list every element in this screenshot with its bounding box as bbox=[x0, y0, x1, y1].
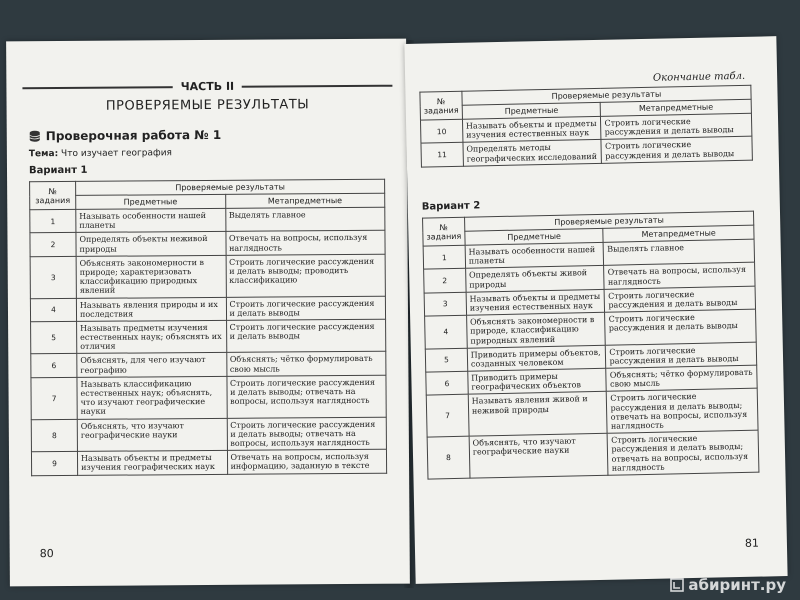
page-number-left: 80 bbox=[39, 547, 54, 561]
meta-result: Строить логические рассуждения и делать выводы; отвечать на вопросы, используя наглядность bbox=[227, 417, 387, 451]
header-meta: Метапредметные bbox=[225, 193, 385, 208]
subject-result: Объяснять, что изучают географические науки bbox=[469, 433, 609, 478]
watermark bbox=[670, 576, 786, 594]
table-row bbox=[31, 417, 386, 452]
task-number: 7 bbox=[31, 377, 77, 419]
task-number: 2 bbox=[30, 233, 76, 257]
subject-result: Называть объекты и предметы изучения естественных наук bbox=[466, 289, 605, 315]
header-subject: Предметные bbox=[462, 102, 601, 119]
meta-result: Объяснять; чётко формулировать свою мысль bbox=[226, 352, 386, 376]
variant-1-continued-table bbox=[419, 85, 753, 168]
header-num: № задания bbox=[420, 91, 462, 120]
subject-result: Определять объекты неживой природы bbox=[76, 232, 226, 256]
header-num: № задания bbox=[30, 181, 76, 209]
variant-1-rows bbox=[30, 207, 387, 475]
work-title bbox=[29, 128, 222, 143]
labirint-logo-icon bbox=[670, 578, 684, 592]
variant-2-label: Вариант 2 bbox=[421, 200, 481, 213]
topic-value: Что изучает география bbox=[61, 148, 172, 160]
table-row bbox=[427, 430, 759, 479]
part-title: ПРОВЕРЯЕМЫЕ РЕЗУЛЬТАТЫ bbox=[105, 97, 310, 114]
meta-result: Строить логические рассуждения и делать выводы; отвечать на вопросы, используя наглядность bbox=[607, 389, 758, 434]
task-number: 4 bbox=[30, 298, 76, 322]
meta-result: Выделять главное bbox=[225, 207, 385, 231]
subject-result: Определять методы географических исследований bbox=[463, 140, 602, 166]
subject-result: Называть предметы изучения естественных наук; объяснять их отличия bbox=[77, 320, 227, 354]
table-row bbox=[31, 375, 386, 419]
meta-result: Выделять главное bbox=[604, 239, 755, 266]
table-row bbox=[30, 254, 385, 298]
work-title-text: Проверочная работа № 1 bbox=[45, 127, 222, 144]
meta-result: Объяснять; чётко формулировать свою мысль bbox=[606, 365, 757, 392]
meta-result: Строить логические рассуждения и делать выводы; отвечать на вопросы, используя наглядность bbox=[226, 375, 386, 418]
task-number: 5 bbox=[425, 348, 467, 372]
table-row bbox=[30, 207, 385, 233]
meta-result: Строить логические рассуждения и делать выводы bbox=[226, 319, 386, 353]
topic-label: Тема: bbox=[28, 149, 59, 160]
meta-result: Строить логические рассуждения и делать выводы bbox=[605, 309, 756, 345]
meta-result: Строить логические рассуждения и делать выводы; проводить классификацию bbox=[226, 254, 386, 297]
task-number: 7 bbox=[426, 395, 469, 438]
task-number: 1 bbox=[423, 245, 465, 269]
task-number: 6 bbox=[426, 371, 468, 395]
task-number: 3 bbox=[30, 256, 76, 298]
table-row bbox=[31, 319, 386, 354]
subject-result: Называть особенности нашей планеты bbox=[76, 208, 226, 232]
subject-result: Называть классификацию естественных наук; объяснять, что изучают географические науки bbox=[77, 376, 227, 419]
table-row bbox=[30, 231, 385, 257]
meta-result: Строить логические рассуждения и делать выводы bbox=[601, 137, 752, 164]
subject-result: Объяснять, что изучают географические науки bbox=[77, 418, 227, 452]
subject-result: Называть объекты и предметы изучения географических наук bbox=[77, 450, 227, 474]
task-number: 1 bbox=[30, 209, 76, 233]
meta-result: Строить логические рассуждения и делать выводы; отвечать на вопросы, используя наглядность bbox=[608, 430, 759, 475]
subject-result: Приводить примеры объектов, созданных человеком bbox=[467, 345, 606, 371]
task-number: 6 bbox=[31, 354, 77, 378]
part-divider bbox=[22, 79, 392, 94]
meta-result: Строить логические рассуждения и делать выводы bbox=[605, 286, 756, 313]
subject-result: Объяснять закономерности в природе; характеризовать классификацию природных явлений bbox=[76, 255, 226, 298]
task-number: 8 bbox=[31, 419, 77, 452]
table-row bbox=[31, 352, 386, 378]
header-meta: Метапредметные bbox=[601, 99, 752, 116]
subject-result: Называть особенности нашей планеты bbox=[465, 242, 604, 268]
subject-result: Объяснять, для чего изучают географию bbox=[77, 353, 227, 377]
part-header bbox=[22, 77, 392, 115]
topic-line bbox=[29, 148, 172, 159]
task-number: 3 bbox=[424, 292, 466, 316]
header-num: № задания bbox=[423, 217, 465, 246]
meta-result: Строить логические рассуждения и делать выводы bbox=[601, 113, 752, 140]
header-results: Проверяемые результаты bbox=[76, 179, 385, 195]
page-number-right: 81 bbox=[744, 536, 760, 550]
table-row bbox=[30, 296, 385, 322]
watermark-text: абиринт.ру bbox=[688, 576, 786, 594]
subject-result: Называть объекты и предметы изучения естественных наук bbox=[462, 116, 601, 142]
variant-2-table bbox=[422, 211, 759, 480]
subject-result: Определять объекты живой природы bbox=[465, 266, 604, 292]
task-number: 10 bbox=[420, 119, 462, 143]
task-number: 9 bbox=[31, 452, 77, 476]
meta-result: Отвечать на вопросы, используя наглядность bbox=[225, 231, 385, 255]
header-meta: Метапредметные bbox=[603, 225, 754, 242]
subject-result: Называть явления природы и их последствия bbox=[76, 297, 226, 321]
header-subject: Предметные bbox=[76, 194, 226, 209]
subject-result: Объяснять закономерности в природе, классификацию природных явлений bbox=[466, 312, 605, 347]
header-results: Проверяемые результаты bbox=[462, 85, 751, 105]
part-label: ЧАСТЬ II bbox=[173, 80, 242, 93]
subject-result: Называть явления живой и неживой природы bbox=[468, 392, 608, 437]
table-row bbox=[31, 449, 386, 475]
subject-result: Приводить примеры географических объектов bbox=[468, 368, 607, 394]
task-number: 11 bbox=[421, 143, 463, 167]
header-results: Проверяемые результаты bbox=[464, 211, 753, 231]
meta-result: Строить логические рассуждения и делать выводы bbox=[606, 342, 757, 369]
variant-1-table bbox=[29, 179, 387, 476]
task-number: 8 bbox=[427, 436, 470, 479]
header-subject: Предметные bbox=[465, 228, 604, 245]
variant-2-rows bbox=[423, 239, 759, 479]
meta-result: Строить логические рассуждения и делать выводы bbox=[226, 296, 386, 320]
left-page bbox=[6, 39, 410, 587]
database-icon bbox=[29, 130, 41, 142]
variant-1-label: Вариант 1 bbox=[28, 164, 88, 177]
continued-rows bbox=[420, 113, 752, 167]
meta-result: Отвечать на вопросы, используя наглядность bbox=[604, 263, 755, 290]
task-number: 2 bbox=[424, 269, 466, 293]
table-ending-label: Окончание табл. bbox=[652, 70, 746, 84]
meta-result: Отвечать на вопросы, используя информацию, заданную в тексте bbox=[227, 449, 387, 473]
table-row bbox=[426, 389, 758, 438]
task-number: 4 bbox=[425, 315, 468, 348]
task-number: 5 bbox=[31, 321, 77, 354]
right-page bbox=[404, 36, 787, 584]
